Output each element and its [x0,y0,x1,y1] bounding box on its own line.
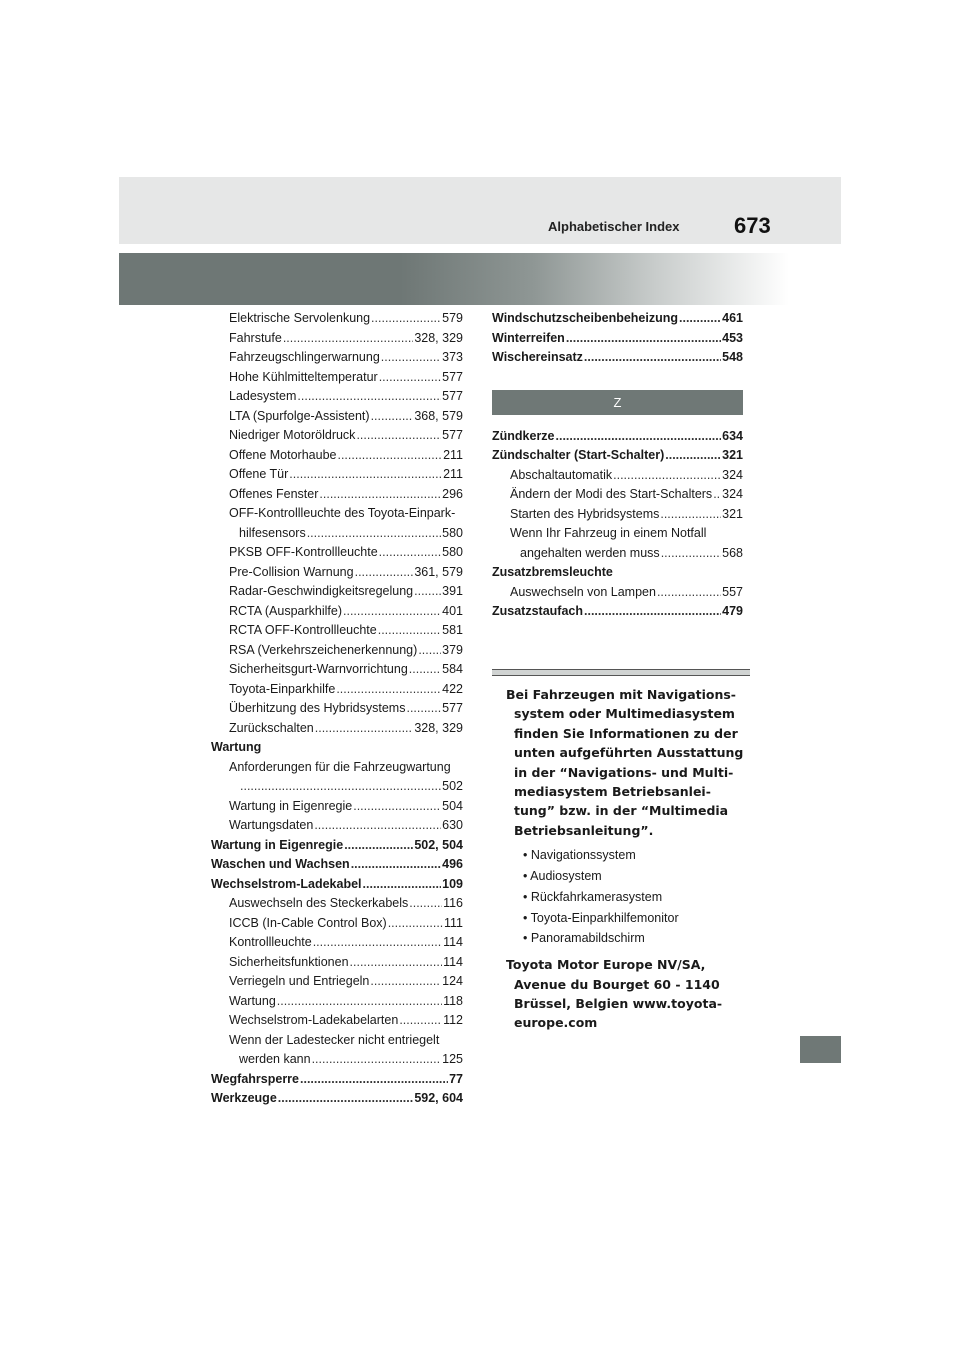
index-entries-w [492,309,743,368]
index-entry [211,485,463,505]
index-entry-page: 579 [442,311,463,325]
index-entry-text: werden kann [239,1052,311,1066]
index-entry [492,446,743,466]
index-entry [492,427,743,447]
index-entry-text: Wechselstrom-Ladekabel [211,876,362,891]
index-entry-page: 548 [722,350,743,364]
index-entry-text: angehalten werden muss [520,545,660,560]
dot-leader [315,719,414,739]
index-entry-page: 568 [722,545,743,560]
dot-leader [289,465,442,485]
index-entry [211,680,463,700]
dot-leader [660,505,721,525]
index-entry-text: Windschutzscheibenbeheizung [492,311,679,325]
header-band [119,177,841,244]
index-entry [211,1011,463,1031]
index-entry-text: Werkzeuge [211,1091,277,1105]
notice-list [506,845,750,949]
index-column-left [211,309,463,1109]
index-entry-text: Hohe Kühlmitteltemperatur [229,369,378,384]
index-entry [211,699,463,719]
notice-address: Toyota Motor Europe NV/SA, Avenue du Bourget 60 - 1140 Brüssel, Belgien www.toyota-europe.com [506,957,723,1031]
chapter-side-tab [800,1036,841,1063]
index-entry-page: 114 [443,954,463,969]
index-entry-page: 77 [449,1071,463,1086]
section-z-header: Z [492,390,743,415]
dot-leader [399,1011,442,1031]
index-entry-page: 211 [443,447,463,462]
index-entry-page: 577 [442,389,463,403]
dot-leader [336,680,441,700]
index-entry-page: 592, 604 [414,1091,463,1105]
index-entry-page: 321 [722,506,743,521]
dot-leader [566,329,721,349]
index-entry [211,621,463,641]
index-entry-page: 502, 504 [414,837,463,852]
index-entry-text: Zündschalter (Start-Schalter) [492,448,665,462]
notice-divider [492,669,750,676]
index-entry-page: 324 [722,467,743,482]
index-entry [211,504,463,524]
index-entry-page: 124 [442,974,463,988]
dot-leader [418,641,441,661]
dot-leader [371,407,414,427]
index-entry-page: 557 [722,584,743,599]
index-entry-page: 296 [442,486,463,501]
dot-leader [379,368,441,388]
notice-title: Bei Fahrzeugen mit Navigations-system oder Multimediasystem finden Sie Informationen zu der unten aufgeführten Ausstattung in der “Navigations- und Multi-mediasystem Betriebsanlei-tung” bzw. in der “Multimedia Betriebsanleitung”. [506,687,744,838]
index-entry [211,387,463,407]
index-entry-text: Kontrollleuchte [229,935,312,949]
index-entry [211,582,463,602]
dot-leader [371,309,441,329]
index-entry [211,543,463,563]
dot-leader [297,387,441,407]
dot-leader [378,621,441,641]
dot-leader [313,933,442,953]
index-entry [492,505,743,525]
index-entry [211,953,463,973]
index-entry-text: Zusatzstaufach [492,604,583,618]
index-entry [211,816,463,836]
index-entry [211,914,463,934]
index-entry-page: 324 [722,487,743,501]
index-entry [492,348,743,368]
index-entry-text: Starten des Hybridsystems [510,506,660,521]
index-entry-text: Pre-Collision Warnung [229,564,354,579]
index-entry-text: RSA (Verkehrszeichenerkennung) [229,642,418,657]
index-entry-page: 211 [443,467,463,481]
dot-leader [300,1070,448,1090]
index-entry-page: 109 [442,876,463,891]
index-entry-page: 461 [722,311,743,325]
index-entry-text: Toyota-Einparkhilfe [229,681,336,696]
dot-leader [356,426,441,446]
dot-leader [406,699,441,719]
notice-list-item: • Panoramabildschirm [523,931,645,946]
index-entry-text: Wartungsdaten [229,818,314,832]
dot-leader [713,485,721,505]
index-entries-z [492,427,743,622]
dot-leader [343,602,441,622]
index-entry-text: Offene Motorhaube [229,447,337,462]
index-entry-page: 453 [722,330,743,345]
index-entry [211,1070,463,1090]
dot-leader [355,563,414,583]
dot-leader [584,348,721,368]
index-entry [211,719,463,739]
dot-leader [370,972,441,992]
index-entry [211,875,463,895]
index-entry [211,1031,463,1051]
index-entry-text: Radar-Geschwindigkeitsregelung [229,584,414,598]
dot-leader [409,894,442,914]
dot-leader [381,348,441,368]
index-entry-page: 577 [442,428,463,442]
notice-list-item: • Toyota-Einparkhilfemonitor [523,910,679,925]
dot-leader [556,427,722,447]
dot-leader [351,855,441,875]
index-entry [211,524,463,544]
index-entry-text: Offenes Fenster [229,486,319,501]
dot-leader [657,583,721,603]
notice-list-item: • Audiosystem [523,869,602,884]
index-entry [492,602,743,622]
dot-leader [337,446,442,466]
index-entry-text: Zurückschalten [229,720,314,735]
index-entry-text: Wartung in Eigenregie [211,837,344,852]
index-column-right [492,309,743,622]
dot-leader [350,953,443,973]
dot-leader [363,875,442,895]
index-entry-page: 580 [442,545,463,559]
index-entry [492,583,743,603]
index-entry [492,466,743,486]
index-entry [211,465,463,485]
index-entry [211,1089,463,1109]
index-entry-page: 479 [722,604,743,618]
index-entry-text: OFF-Kontrollleuchte des Toyota-Einpark- [229,506,456,520]
index-entry [211,777,463,797]
index-entry-page: 422 [442,681,463,696]
index-entry [211,660,463,680]
index-entry-text: Wechselstrom-Ladekabelarten [229,1013,399,1027]
index-entry-page: 328, 329 [414,330,463,345]
index-entry-text: Zündkerze [492,428,555,443]
index-entry-text: Anforderungen für die Fahrzeugwartung [229,759,451,774]
section-gradient-bar [119,253,789,305]
index-entry [211,641,463,661]
index-entry-text: Fahrzeugschlingerwarnung [229,350,380,364]
index-entry-page: 328, 329 [414,720,463,735]
dot-leader [665,446,721,466]
dot-leader [353,797,441,817]
index-entry-text: ICCB (In-Cable Control Box) [229,915,387,930]
navigation-notice [506,685,750,1033]
index-entry-text: RCTA (Ausparkhilfe) [229,603,342,618]
index-entry [492,563,743,583]
index-entry-page: 391 [442,584,463,598]
index-entry-text: Verriegeln und Entriegeln [229,974,370,988]
dot-leader [414,582,441,602]
index-entry-page: 116 [443,896,463,910]
index-entry [492,485,743,505]
index-entry-text: Winterreifen [492,330,565,345]
index-entry-page: 114 [443,935,463,949]
index-entry [211,855,463,875]
index-entry-page: 580 [442,525,463,540]
index-entry-page: 321 [722,448,743,462]
dot-leader [409,660,441,680]
index-entry-page: 112 [443,1013,463,1027]
index-entry-text: Wegfahrsperre [211,1071,299,1086]
index-entry-page: 111 [443,915,463,930]
notice-list-item: • Navigationssystem [523,848,636,863]
index-entry-text: Überhitzung des Hybridsystems [229,701,406,715]
index-entry-page: 379 [442,642,463,657]
index-entry-page: 584 [442,662,463,676]
index-entry-page: 125 [442,1052,463,1066]
index-entry-page: 630 [442,818,463,832]
index-entry [211,368,463,388]
index-entry-text: LTA (Spurfolge-Assistent) [229,408,370,423]
index-entry [211,563,463,583]
index-entry [211,992,463,1012]
index-entry [492,309,743,329]
index-entry-page: 373 [442,350,463,364]
dot-leader [312,1050,442,1070]
dot-leader [584,602,721,622]
index-entry-page: 401 [442,603,463,618]
index-entry [492,329,743,349]
index-entry-page: 368, 579 [414,408,463,423]
index-entry-text: Offene Tür [229,467,289,481]
dot-leader [277,992,442,1012]
index-entry-page: 118 [443,993,463,1008]
index-entry-page: 502 [442,779,463,793]
index-entry-text: PKSB OFF-Kontrollleuchte [229,545,378,559]
index-entry [492,544,743,564]
header-title: Alphabetischer Index [548,219,680,234]
index-entry-text: Elektrische Servolenkung [229,311,371,325]
index-entry-text: Wartung [229,993,276,1008]
index-entry-text: Wartung [211,740,262,754]
index-entry [211,758,463,778]
index-entry [211,602,463,622]
dot-leader [240,777,441,797]
index-entry-text: Fahrstufe [229,330,282,345]
index-entry-text: Abschaltautomatik [510,467,613,482]
dot-leader [613,466,721,486]
dot-leader [388,914,443,934]
index-entry-text: Wischereinsatz [492,350,583,364]
index-entry-text: Sicherheitsgurt-Warnvorrichtung [229,662,408,676]
dot-leader [379,543,441,563]
index-entry-text: Wenn Ihr Fahrzeug in einem Notfall [510,526,707,540]
index-entry-page: 504 [442,798,463,813]
index-entry-page: 577 [442,701,463,715]
index-entry [211,738,463,758]
index-entry-page: 496 [442,857,463,871]
index-entry-text: Waschen und Wachsen [211,857,350,871]
index-entry-text: Zusatzbremsleuchte [492,565,613,579]
dot-leader [344,836,413,856]
index-entry-text: Auswechseln des Steckerkabels [229,896,409,910]
dot-leader [283,329,414,349]
dot-leader [314,816,441,836]
index-entry [211,309,463,329]
index-entry-page: 581 [442,623,463,637]
index-entry [211,1050,463,1070]
index-entry-text: Auswechseln von Lampen [510,584,656,599]
index-entry [211,836,463,856]
index-entry [211,972,463,992]
dot-leader [319,485,441,505]
dot-leader [679,309,721,329]
index-entry [211,426,463,446]
index-entry [211,329,463,349]
index-entry [211,407,463,427]
index-entry [211,797,463,817]
dot-leader [278,1089,414,1109]
index-entry-text: Ändern der Modi des Start-Schalters [510,487,713,501]
index-entry-text: Ladesystem [229,389,297,403]
index-entry [211,933,463,953]
index-entry [211,894,463,914]
index-entry-page: 634 [722,428,743,443]
index-entry-text: Wartung in Eigenregie [229,798,353,813]
index-entry-page: 577 [442,369,463,384]
index-entry-text: Niedriger Motoröldruck [229,428,356,442]
notice-list-item: • Rückfahrkamerasystem [523,889,663,904]
index-entry-text: RCTA OFF-Kontrollleuchte [229,623,377,637]
index-entry [211,348,463,368]
page-number: 673 [734,213,771,238]
index-entry-text: Wenn der Ladestecker nicht entriegelt [229,1032,440,1047]
index-entry-text: hilfesensors [239,525,306,540]
dot-leader [307,524,441,544]
index-entry [211,446,463,466]
index-entry-text: Sicherheitsfunktionen [229,954,349,969]
index-entry-page: 361, 579 [414,564,463,579]
index-entry [492,524,743,544]
dot-leader [661,544,721,564]
